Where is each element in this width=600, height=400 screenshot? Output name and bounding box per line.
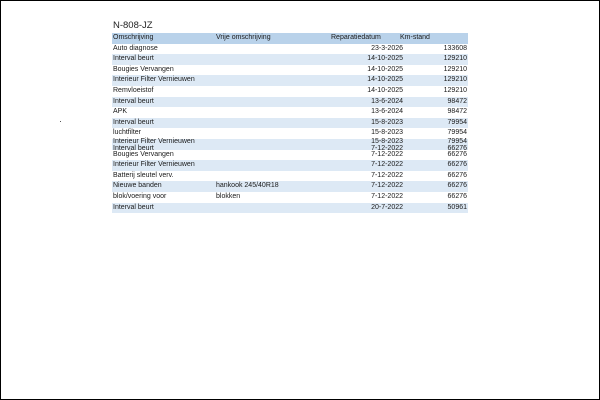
cell-omschrijving: Auto diagnose [113,44,158,52]
cell-km-stand: 133608 [443,44,467,52]
col-header-omschrijving: Omschrijving [113,34,154,41]
table-row [112,181,468,192]
table-row [112,97,468,108]
table-row [112,65,468,76]
table-header [112,33,468,44]
cell-omschrijving: APK [113,108,128,116]
table-row [112,192,468,203]
cell-reparatiedatum-line-1: 15-8-2023 [371,137,403,145]
table-row [112,107,468,118]
cell-reparatiedatum: 13-6-2024 [371,108,403,116]
cell-omschrijving-line-1: Interieur Filter Vernieuwen [113,137,195,145]
table-row [112,54,468,65]
cell-omschrijving: Bougies Vervangen [113,150,174,158]
cell-km-stand: 129210 [443,65,467,73]
cell-km-stand: 66276 [447,171,467,179]
cell-omschrijving: Interval beurt [113,55,154,63]
cell-reparatiedatum: 7-12-2022 [371,161,403,169]
license-plate-title: N-808-JZ [113,20,153,31]
table-row [112,203,468,214]
cell-reparatiedatum: 7-12-2022 [371,171,403,179]
cell-omschrijving: Interieur Filter Vernieuwen [113,161,195,169]
table-row [112,160,468,171]
cell-omschrijving: Interval beurt [113,118,154,126]
cell-omschrijving: Interval beurt [113,203,154,211]
cell-km-stand: 79954 [447,129,467,137]
col-header-km-stand: Km-stand [400,34,430,41]
cell-km-stand: 50961 [447,203,467,211]
cell-km-stand: 66276 [447,182,467,190]
table-row [112,86,468,97]
cell-reparatiedatum: 15-8-2023 [371,129,403,137]
cell-km-stand: 129210 [443,76,467,84]
cell-km-stand: 66276 [447,161,467,169]
cell-reparatiedatum: 14-10-2025 [367,55,403,63]
cell-vrije-omschrijving: blokken [216,192,241,200]
cell-omschrijving: blok/voering voor [113,192,167,200]
stray-dot [60,121,61,122]
cell-reparatiedatum: 15-8-2023 [371,118,403,126]
cell-omschrijving: Batterij sleutel verv. [113,171,174,179]
cell-km-stand: 66276 [447,192,467,200]
cell-reparatiedatum: 7-12-2022 [371,182,403,190]
cell-km-stand: 79954 [447,118,467,126]
col-header-vrije-omschrijving: Vrije omschrijving [216,34,271,41]
cell-reparatiedatum: 7-12-2022 [371,192,403,200]
cell-reparatiedatum: 20-7-2022 [371,203,403,211]
cell-omschrijving: Interieur Filter Vernieuwen [113,76,195,84]
table-row [112,150,468,161]
cell-reparatiedatum: 13-6-2024 [371,97,403,105]
cell-reparatiedatum: 14-10-2025 [367,86,403,94]
table-row [112,44,468,55]
col-header-reparatiedatum: Reparatiedatum [331,34,381,41]
cell-reparatiedatum: 14-10-2025 [367,65,403,73]
table-row [112,118,468,129]
cell-vrije-omschrijving: hankook 245/40R18 [216,182,279,190]
cell-reparatiedatum: 7-12-2022 [371,150,403,158]
table-row [112,171,468,182]
cell-omschrijving: Nieuwe banden [113,182,162,190]
repair-history-table [112,33,468,213]
cell-km-stand: 98472 [447,108,467,116]
cell-omschrijving: Bougies Vervangen [113,65,174,73]
cell-omschrijving: Remvloeistof [113,86,154,94]
cell-omschrijving: Interval beurt [113,97,154,105]
cell-km-stand: 66276 [447,150,467,158]
cell-km-stand: 98472 [447,97,467,105]
cell-km-stand: 129210 [443,55,467,63]
cell-reparatiedatum: 23-3-2026 [371,44,403,52]
cell-km-stand: 129210 [443,86,467,94]
cell-reparatiedatum: 14-10-2025 [367,76,403,84]
table-row [112,139,468,150]
cell-km-stand-line-1: 79954 [447,137,467,145]
table-row [112,75,468,86]
cell-omschrijving: luchtfilter [113,129,142,137]
